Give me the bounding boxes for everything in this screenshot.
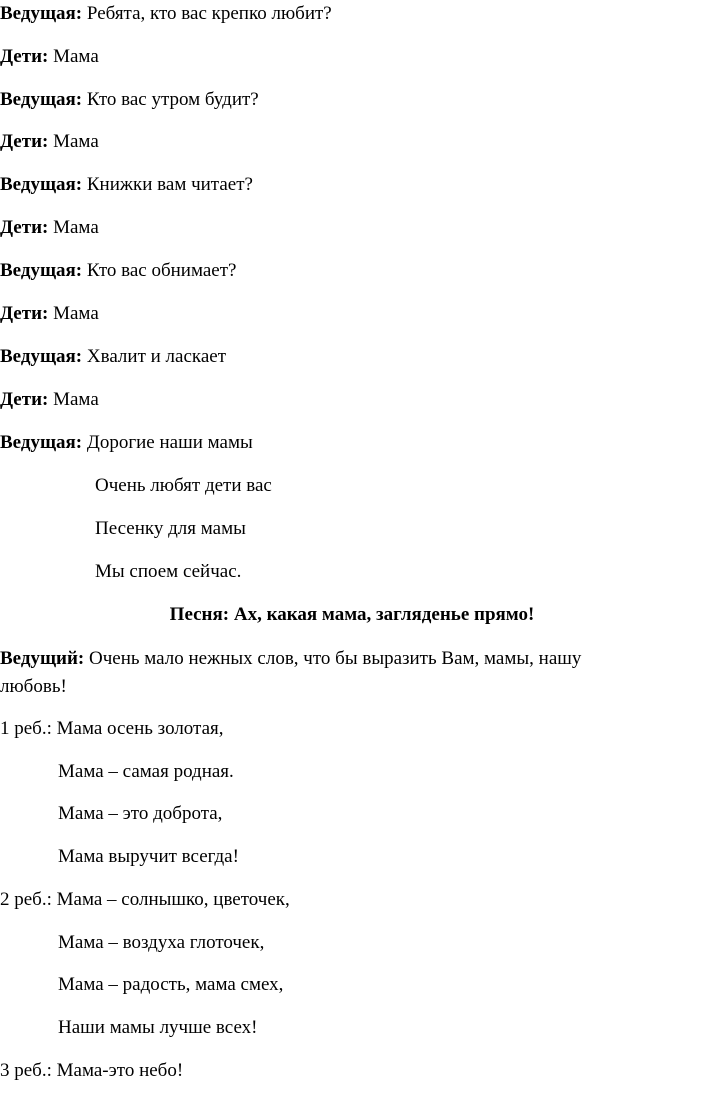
dialogue-line [0, 2, 332, 26]
speaker-label: Ведущий: [0, 648, 85, 669]
dialogue-line [0, 130, 99, 154]
line-text: Мама [48, 217, 99, 238]
verse-line: Очень любят дети вас [95, 475, 272, 496]
verse-line: Мама – радость, мама смех, [58, 974, 284, 995]
song-title: Песня: Ах, какая мама, загляденье прямо! [169, 604, 535, 625]
dialogue-line [0, 173, 253, 197]
dialogue-line [0, 431, 253, 455]
speaker-label: Ведущая: [0, 432, 83, 453]
verse-line: Мама – воздуха глоточек, [58, 932, 265, 953]
verse-line: Мы споем сейчас. [95, 561, 242, 582]
verse-line: Мама – это доброта, [58, 803, 223, 824]
verse-line: Мама выручит всегда! [58, 846, 239, 867]
dialogue-line [0, 216, 99, 240]
child-label: 3 реб.: Мама-это небо! [0, 1060, 184, 1081]
verse-line: Мама – самая родная. [58, 761, 234, 782]
host-line [0, 647, 581, 671]
line-text: Кто вас обнимает? [82, 260, 237, 281]
speaker-label: Дети: [0, 46, 49, 67]
line-text: Кто вас утром будит? [82, 89, 259, 110]
line-text: Мама [48, 131, 99, 152]
line-text: Мама [48, 46, 99, 67]
line-text: Очень мало нежных слов, что бы выразить Вам, мамы, нашу [84, 648, 582, 669]
dialogue-line [0, 345, 226, 369]
dialogue-line [0, 45, 99, 69]
child-label: 1 реб.: Мама осень золотая, [0, 718, 224, 739]
dialogue-line [0, 259, 236, 283]
child-label: 2 реб.: Мама – солнышко, цветочек, [0, 889, 290, 910]
speaker-label: Дети: [0, 389, 49, 410]
verse-line: Наши мамы лучше всех! [58, 1017, 258, 1038]
speaker-label: Дети: [0, 131, 49, 152]
host-line-continuation: любовь! [0, 676, 67, 697]
dialogue-line [0, 88, 259, 112]
dialogue-line [0, 388, 99, 412]
line-text: Мама [48, 303, 99, 324]
speaker-label: Ведущая: [0, 89, 83, 110]
line-text: Ребята, кто вас крепко любит? [82, 3, 332, 24]
dialogue-line [0, 302, 99, 326]
line-text: Хвалит и ласкает [82, 346, 226, 367]
speaker-label: Дети: [0, 217, 49, 238]
line-text: Книжки вам читает? [82, 174, 253, 195]
line-text: Дорогие наши мамы [82, 432, 253, 453]
speaker-label: Ведущая: [0, 260, 83, 281]
speaker-label: Ведущая: [0, 3, 83, 24]
speaker-label: Ведущая: [0, 174, 83, 195]
speaker-label: Дети: [0, 303, 49, 324]
line-text: Мама [48, 389, 99, 410]
verse-line: Песенку для мамы [95, 518, 246, 539]
speaker-label: Ведущая: [0, 346, 83, 367]
